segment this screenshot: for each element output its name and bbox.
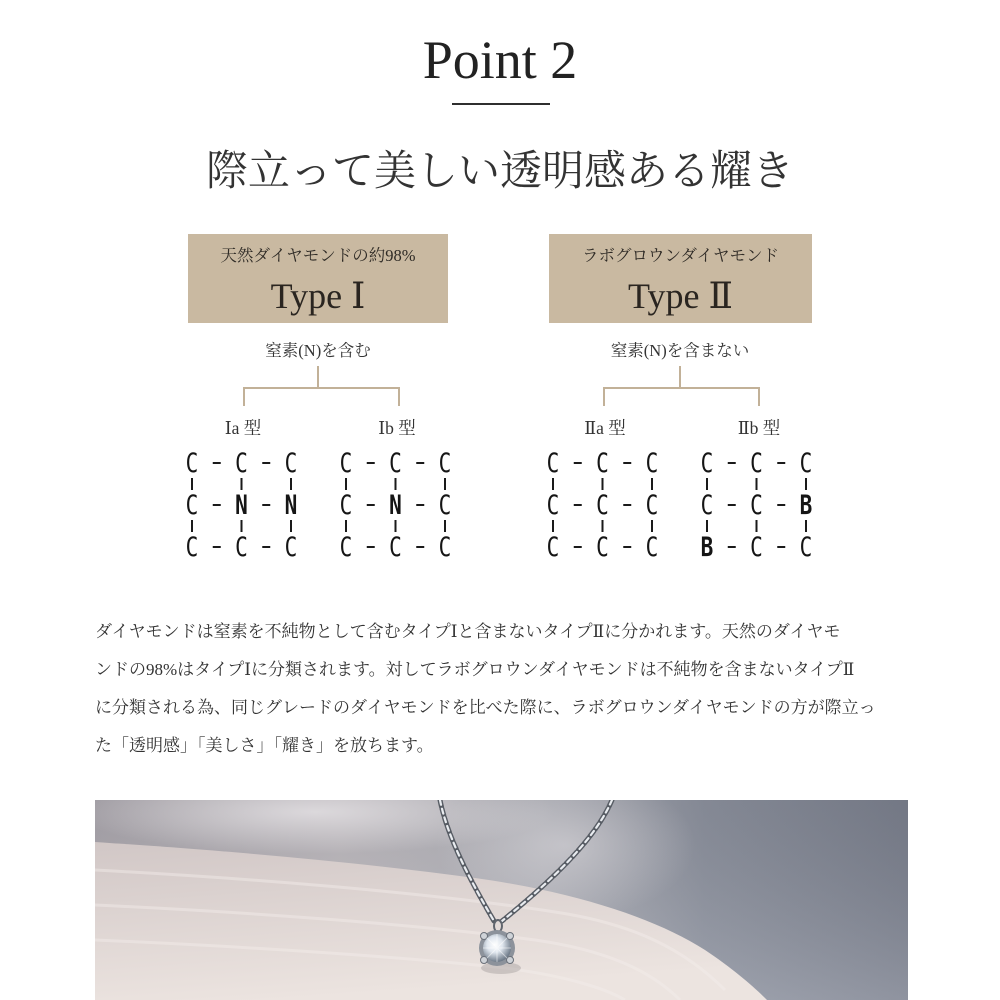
type-2-box — [549, 234, 812, 323]
atom: C — [185, 531, 199, 563]
subtype-label: Ⅰa 型 — [224, 418, 262, 438]
type-caption: 天然ダイヤモンドの約98% — [220, 246, 416, 265]
atom: C — [546, 447, 560, 479]
molecule-grid — [186, 447, 298, 562]
atom: C — [700, 447, 714, 479]
atom: C — [438, 531, 452, 563]
title-underline — [452, 103, 550, 105]
type-caption: ラボグロウンダイヤモンド — [581, 246, 779, 265]
type-label: Type Ⅰ — [270, 276, 366, 316]
atom: C — [700, 489, 714, 521]
molecule-grid — [701, 447, 813, 562]
molecule-diagrams — [0, 440, 1000, 570]
atom: C — [645, 447, 659, 479]
atom: C — [645, 531, 659, 563]
atom: N — [235, 489, 248, 521]
molecule-grid — [547, 447, 659, 562]
tree-connector — [243, 387, 400, 389]
tree-connector — [603, 387, 605, 406]
description-paragraph — [95, 613, 925, 765]
atom: C — [339, 531, 353, 563]
tree-connector — [243, 387, 245, 406]
type-1-box — [188, 234, 448, 323]
atom: C — [235, 447, 248, 479]
atom: C — [645, 489, 659, 521]
description-line: に分類される為、同じグレードのダイヤモンドを比べた際に、ラボグロウンダイヤモンドの方が際立っ — [95, 698, 876, 717]
atom: C — [438, 489, 452, 521]
tree-connector — [398, 387, 400, 406]
description-line: ンドの98%はタイプⅠに分類されます。対してラボグロウンダイヤモンドは不純物を含まないタイプⅡ — [95, 660, 855, 679]
atom: C — [284, 531, 298, 563]
atom: N — [389, 489, 402, 521]
tree-connector — [758, 387, 760, 406]
atom: C — [799, 531, 813, 563]
atom: B — [799, 489, 813, 521]
atom: C — [596, 447, 609, 479]
description-line: た「透明感」「美しさ」「耀き」を放ちます。 — [95, 736, 434, 755]
atom: C — [750, 531, 763, 563]
atom: C — [339, 489, 353, 521]
type-label: Type Ⅱ — [628, 276, 733, 316]
necklace-photo — [95, 800, 908, 1000]
atom: C — [185, 489, 199, 521]
atom: C — [339, 447, 353, 479]
atom: C — [750, 489, 763, 521]
atom: C — [546, 489, 560, 521]
description-line: ダイヤモンドは窒素を不純物として含むタイプⅠと含まないタイプⅡに分かれます。天然のダイヤモ — [95, 622, 841, 641]
subtype-label: Ⅰb 型 — [378, 418, 416, 438]
molecule-grid — [340, 447, 452, 562]
subtype-label: Ⅱb 型 — [737, 418, 781, 438]
atom: C — [284, 447, 298, 479]
subtype-label: Ⅱa 型 — [584, 418, 626, 438]
nitrogen-label: 窒素(N)を含む — [265, 341, 371, 360]
atom: C — [389, 447, 402, 479]
point-title: Point 2 — [422, 30, 578, 90]
nitrogen-label: 窒素(N)を含まない — [610, 341, 750, 360]
atom: C — [389, 531, 402, 563]
atom: C — [438, 447, 452, 479]
atom: C — [750, 447, 763, 479]
headline: 際立って美しい透明感ある耀き — [205, 149, 794, 195]
tree-connector — [603, 387, 760, 389]
atom: B — [700, 531, 714, 563]
atom: C — [185, 447, 199, 479]
atom: C — [799, 447, 813, 479]
tree-connector — [317, 366, 319, 388]
atom: N — [284, 489, 298, 521]
atom: C — [546, 531, 560, 563]
atom: C — [235, 531, 248, 563]
atom: C — [596, 489, 609, 521]
atom: C — [596, 531, 609, 563]
tree-connector — [679, 366, 681, 388]
